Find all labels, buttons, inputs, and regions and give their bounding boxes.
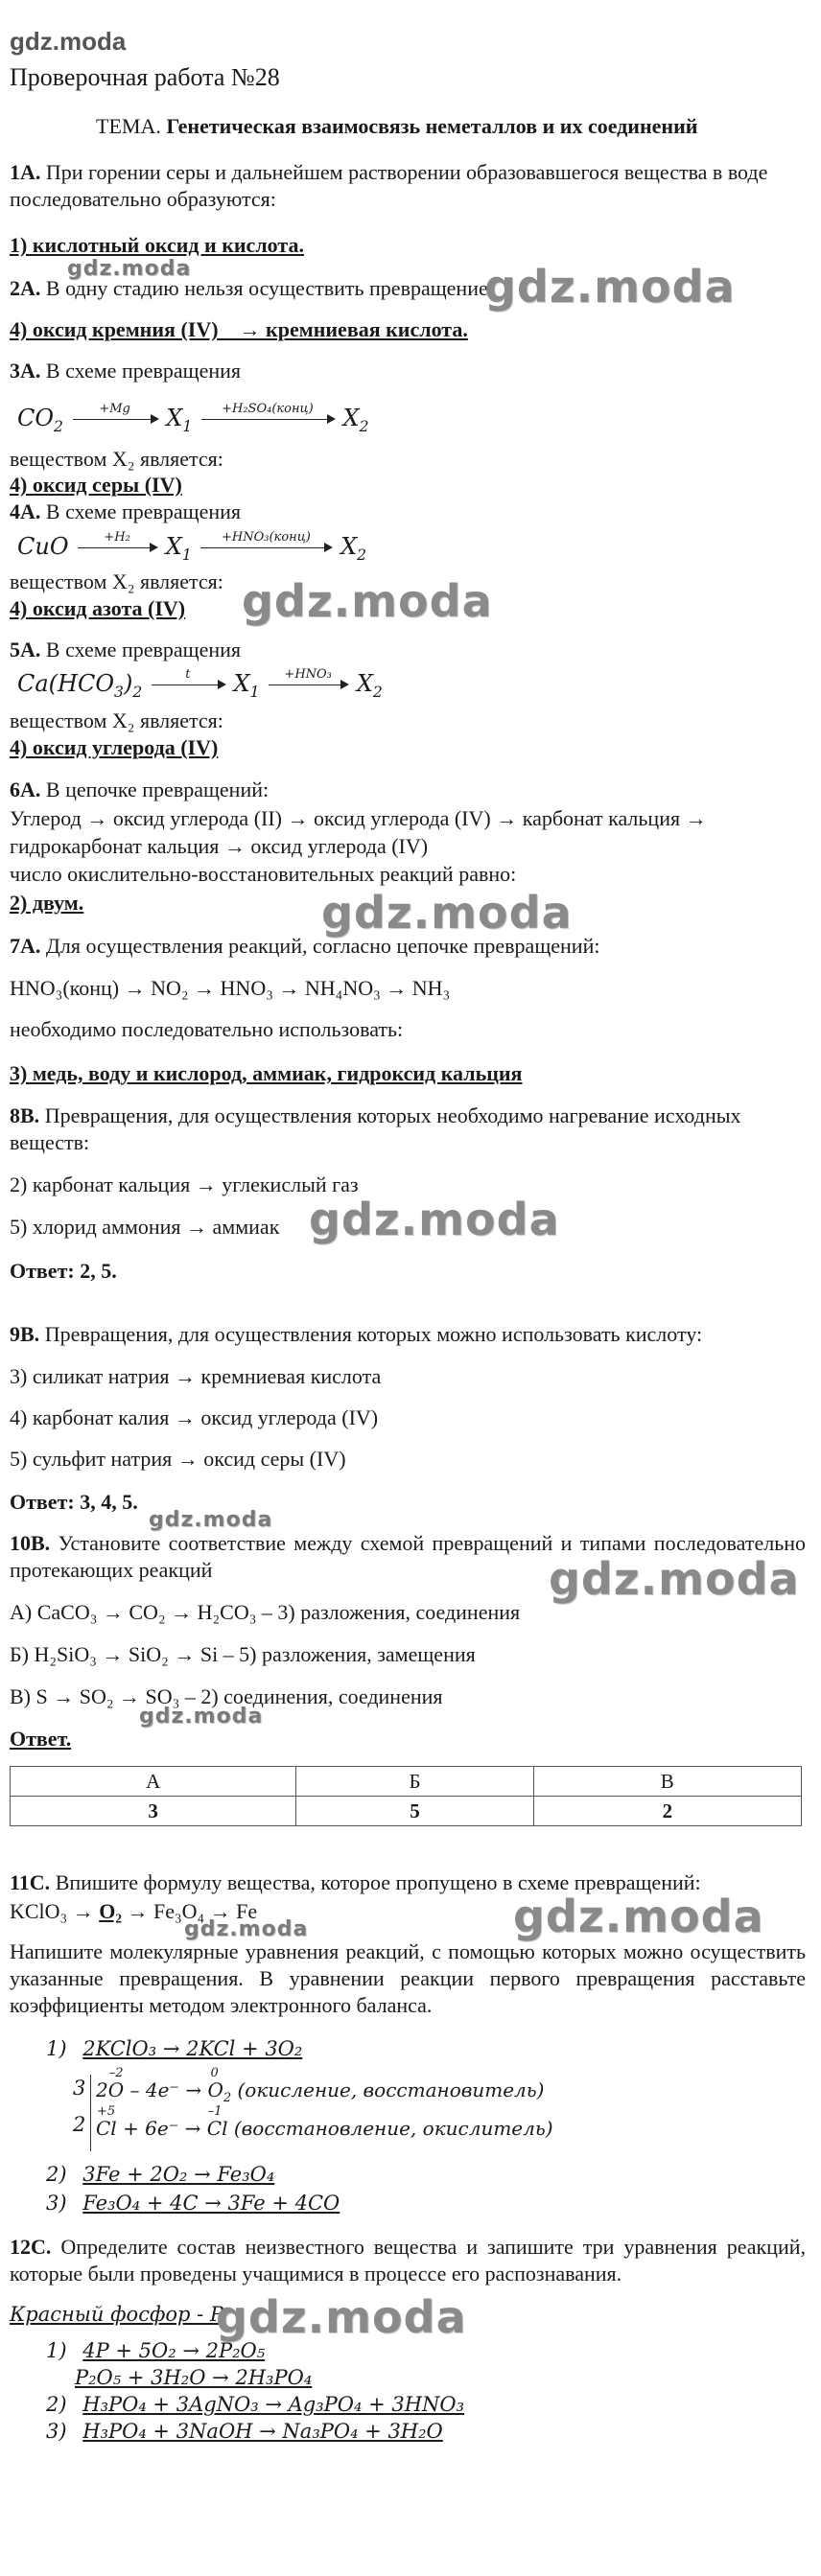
q6-number: 6А. xyxy=(10,777,41,801)
q6-chain-line-2: гидрокарбонат кальция → оксид углерода (IV) xyxy=(10,834,429,858)
table-cell: 3 xyxy=(11,1797,296,1826)
q9-option-1: 3) силикат натрия → кремниевая кислота xyxy=(10,1364,382,1388)
q3-text xyxy=(10,358,241,384)
watermark: gdz.moda xyxy=(309,1194,560,1245)
q11-electron-balance xyxy=(69,2066,568,2155)
q5-start: $Ca(HCO_3)_2$ xyxy=(17,670,143,701)
q12-eq3-formula: H₃PO₄ + 3NaOH → Na₃PO₄ + 3H₂O xyxy=(82,2420,443,2443)
balance-reduction: +5 Cl + 6e⁻ → –1 Cl (восстановление, окислитель) xyxy=(96,2104,553,2140)
q11-eq2 xyxy=(46,2163,274,2186)
q11-task: Напишите молекулярные уравнения реакций, с помощью которых можно осуществить указанные превращения. В уравнении реакции первого превращения расставьте коэффициенты методом электронного баланса. xyxy=(10,1939,806,2017)
q5-question: В схеме превращения xyxy=(45,638,242,661)
table-header-row xyxy=(11,1767,802,1797)
q11-eq1-formula: 2KClO₃ → 2KCl + 3O₂ xyxy=(82,2037,303,2060)
q10-answer-label: Ответ. xyxy=(10,1727,72,1751)
topic-title: Генетическая взаимосвязь неметаллов и их соединений xyxy=(166,114,698,138)
q7-text xyxy=(10,933,599,960)
q3-question-2: веществом X₂ является: xyxy=(10,447,223,471)
watermark: gdz.moda xyxy=(67,257,192,281)
q5-x2: $X_2$ xyxy=(356,670,383,701)
q3-start: $CO_2$ xyxy=(17,405,63,435)
q10-row-b: Б) H₂SiO₃ → SiO₂ → Si – 5) разложения, замещения xyxy=(10,1642,476,1666)
q7-question: Для осуществления реакций, согласно цепочке превращений: xyxy=(45,934,600,958)
q8-text xyxy=(10,1102,806,1156)
q12-eq1-number: 1) xyxy=(46,2339,67,2362)
q8-question: Превращения, для осуществления которых необходимо нагревание исходных веществ: xyxy=(10,1103,741,1154)
watermark: gdz.moda xyxy=(549,1553,800,1605)
q1-answer: 1) кислотный оксид и кислота. xyxy=(10,233,304,257)
site-header-logo: gdz.moda xyxy=(10,27,127,56)
q12-number: 12С. xyxy=(10,2235,52,2259)
q5-x1: $X_1$ xyxy=(233,670,260,701)
q12-eq1a-formula: 4P + 5O₂ → 2P₂O₅ xyxy=(82,2339,266,2362)
q7-chain: HNO₃(конц) → NO₂ → HNO₃ → NH₄NO₃ → NH₃ xyxy=(10,976,451,1000)
q11-eq2-number: 2) xyxy=(46,2163,67,2186)
topic-prefix: ТЕМА. xyxy=(96,114,161,138)
q2-text xyxy=(10,275,488,302)
q3-x1: $X_1$ xyxy=(166,405,193,435)
q2-answer-to: кремниевая кислота. xyxy=(266,317,468,341)
q11-eq1 xyxy=(46,2037,302,2060)
q5-question-2: веществом X₂ является: xyxy=(10,708,223,732)
q6-question: В цепочке превращений: xyxy=(45,777,270,801)
q4-arrow-1: +H₂ xyxy=(78,547,156,548)
q5-number: 5А. xyxy=(10,638,41,661)
q12-eq1 xyxy=(46,2339,265,2362)
page-title: Проверочная работа №28 xyxy=(10,63,280,91)
q11-chain-missing: O₂ xyxy=(99,1899,122,1923)
watermark: gdz.moda xyxy=(139,1705,264,1729)
q6-answer: 2) двум. xyxy=(10,891,84,915)
q10-number: 10В. xyxy=(10,1531,51,1555)
q9-number: 9В. xyxy=(10,1322,40,1346)
q12-text xyxy=(10,2234,806,2287)
table-cell: 2 xyxy=(533,1797,801,1826)
q4-answer: 4) оксид азота (IV) xyxy=(10,596,186,620)
q3-arrow-1: +Mg xyxy=(73,419,157,420)
q9-answer: Ответ: 3, 4, 5. xyxy=(10,1490,138,1514)
q12-eq3 xyxy=(46,2420,443,2443)
q12-eq2-number: 2) xyxy=(46,2393,67,2416)
q11-question: Впишите формулу вещества, которое пропущено в схеме превращений: xyxy=(55,1870,701,1894)
q10-row-c: В) S → SO₂ → SO₃ – 2) соединения, соединения xyxy=(10,1684,443,1708)
q3-number: 3А. xyxy=(10,359,41,383)
q7-answer: 3) медь, воду и кислород, аммиак, гидроксид кальция xyxy=(10,1061,523,1085)
q8-option-1: 2) карбонат кальция → углекислый газ xyxy=(10,1172,359,1196)
q11-eq3 xyxy=(46,2192,340,2215)
watermark: gdz.moda xyxy=(184,1917,309,1941)
q12-eq2 xyxy=(46,2393,464,2416)
q7-number: 7А. xyxy=(10,934,41,958)
topic-line xyxy=(96,113,697,140)
q8-option-2: 5) хлорид аммония → аммиак xyxy=(10,1215,280,1239)
q4-x1: $X_1$ xyxy=(165,533,192,564)
q8-number: 8В. xyxy=(10,1103,40,1127)
q9-question: Превращения, для осуществления которых можно использовать кислоту: xyxy=(44,1322,703,1346)
q3-question: В схеме превращения xyxy=(45,359,242,383)
watermark: gdz.moda xyxy=(242,575,493,627)
table-header-cell: В xyxy=(533,1767,801,1797)
q11-eq3-formula: Fe₃O₄ + 4C → 3Fe + 4CO xyxy=(82,2192,340,2215)
q11-eq2-formula: 3Fe + 2O₂ → Fe₃O₄ xyxy=(82,2163,275,2186)
q4-arrow-2: +HNO₃(конц) xyxy=(200,547,331,548)
q1-question: При горении серы и дальнейшем растворении образовавшегося вещества в воде последовательно образуются: xyxy=(10,160,768,211)
q11-number: 11С. xyxy=(10,1870,51,1894)
watermark: gdz.moda xyxy=(513,1891,764,1942)
balance-coef-ox: 3 xyxy=(73,2077,86,2100)
q4-question: В схеме превращения xyxy=(45,499,242,523)
q4-text xyxy=(10,499,241,525)
q2-question: В одну стадию нельзя осуществить превращение xyxy=(45,276,488,300)
q4-start: CuO xyxy=(17,533,69,560)
q2-answer-arrow: → xyxy=(223,317,261,341)
q1-number: 1А. xyxy=(10,160,41,184)
table-header-cell: А xyxy=(11,1767,296,1797)
watermark: gdz.moda xyxy=(149,1508,273,1532)
q11-chain-end: → Fe₃O₄ → Fe xyxy=(127,1899,258,1923)
q12-substance: Красный фосфор - P xyxy=(10,2303,224,2326)
q3-x2: $X_2$ xyxy=(342,405,369,435)
q4-question-2: веществом X₂ является: xyxy=(10,569,223,593)
q4-x2: $X_2$ xyxy=(340,533,367,564)
q9-text xyxy=(10,1321,702,1348)
q5-answer: 4) оксид углерода (IV) xyxy=(10,735,219,759)
q9-option-2: 4) карбонат калия → оксид углерода (IV) xyxy=(10,1405,379,1429)
q11-eq3-number: 3) xyxy=(46,2192,67,2215)
q3-arrow-2: +H₂SO₄(конц) xyxy=(201,419,334,420)
q12-eq2-formula: H₃PO₄ + 3AgNO₃ → Ag₃PO₄ + 3HNO₃ xyxy=(82,2393,465,2416)
q5-scheme xyxy=(17,667,383,701)
q8-answer: Ответ: 2, 5. xyxy=(10,1259,117,1283)
q12-question: Определите состав неизвестного вещества и запишите три уравнения реакций, которые были проведены учащимися в процессе его распознавания. xyxy=(10,2235,807,2286)
q5-text xyxy=(10,637,241,663)
q12-eq1b-formula: P₂O₅ + 3H₂O → 2H₃PO₄ xyxy=(75,2366,313,2389)
watermark: gdz.moda xyxy=(484,261,736,313)
watermark: gdz.moda xyxy=(321,887,573,939)
q4-scheme xyxy=(17,530,367,564)
q10-answer-table xyxy=(10,1766,802,1826)
q7-question-2: необходимо последовательно использовать: xyxy=(10,1017,404,1041)
q2-answer-from: 4) оксид кремния (IV) xyxy=(10,317,219,341)
q9-option-3: 5) сульфит натрия → оксид серы (IV) xyxy=(10,1447,346,1471)
table-row xyxy=(11,1797,802,1826)
q1-text xyxy=(10,159,806,213)
q2-number: 2А. xyxy=(10,276,41,300)
q6-text xyxy=(10,777,269,803)
table-header-cell: Б xyxy=(296,1767,533,1797)
q6-chain-line-1: Углерод → оксид углерода (II) → оксид углерода (IV) → карбонат кальция → xyxy=(10,806,707,830)
q4-number: 4А. xyxy=(10,499,41,523)
balance-bar xyxy=(90,2075,91,2151)
watermark: gdz.moda xyxy=(216,2291,467,2343)
q11-chain-start: KClO₃ → xyxy=(10,1899,94,1923)
q3-answer: 4) оксид серы (IV) xyxy=(10,473,182,497)
balance-coef-red: 2 xyxy=(73,2113,86,2136)
q10-question: Установите соответствие между схемой превращений и типами последовательно протекающих реакций xyxy=(10,1531,806,1582)
q3-scheme xyxy=(17,402,369,435)
table-cell: 5 xyxy=(296,1797,533,1826)
balance-oxidation: 2 –2 O – 4e⁻ → 0 $O_2$ (окисление, восстановитель) xyxy=(96,2066,545,2105)
q2-answer xyxy=(10,316,468,343)
q6-question-2: число окислительно-восстановительных реакций равно: xyxy=(10,862,517,886)
q10-row-a: А) CaCO₃ → CO₂ → H₂CO₃ – 3) разложения, соединения xyxy=(10,1600,521,1624)
q11-eq1-number: 1) xyxy=(46,2037,67,2060)
q12-eq3-number: 3) xyxy=(46,2420,67,2443)
